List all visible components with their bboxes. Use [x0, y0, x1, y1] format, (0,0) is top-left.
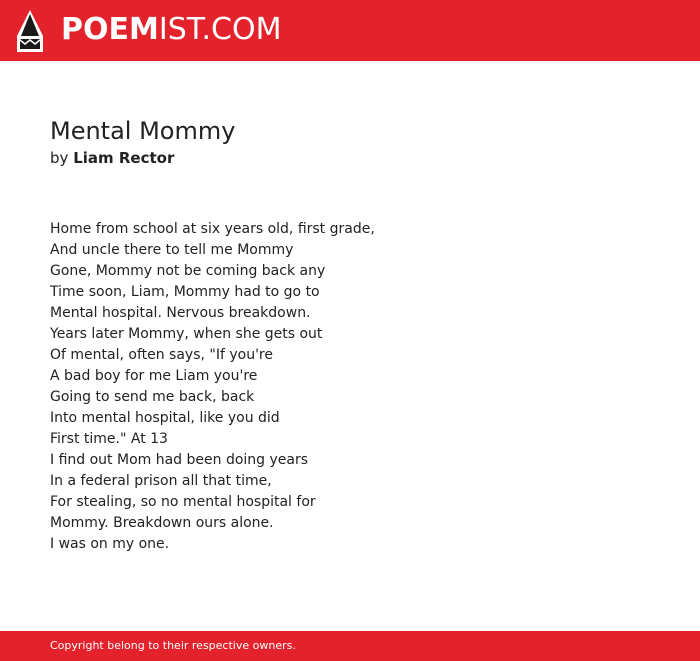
logo-light-text: IST.COM — [158, 12, 282, 47]
poem-line: First time." At 13 — [50, 431, 168, 447]
site-header — [0, 0, 700, 61]
poem-line: I was on my one. — [50, 536, 170, 552]
poem-body — [50, 219, 650, 555]
pencil-icon[interactable] — [17, 10, 43, 52]
poem-line: I find out Mom had been doing years — [50, 452, 309, 468]
poem-line: And uncle there to tell me Mommy — [50, 242, 294, 258]
poem-title: Mental Mommy — [50, 117, 236, 145]
copyright-text: Copyright belong to their respective owners. — [50, 639, 296, 652]
poem-line: Time soon, Liam, Mommy had to go to — [50, 284, 320, 300]
poem-line: Years later Mommy, when she gets out — [50, 326, 323, 342]
site-logo[interactable] — [61, 11, 281, 49]
poem-line: A bad boy for me Liam you're — [50, 368, 258, 384]
poem-line: Mental hospital. Nervous breakdown. — [50, 305, 311, 321]
poem-line: Gone, Mommy not be coming back any — [50, 263, 326, 279]
poem-line: Of mental, often says, "If you're — [50, 347, 273, 363]
poem-author: Liam Rector — [73, 149, 175, 167]
site-footer — [0, 631, 700, 661]
logo-bold-text: POEM — [61, 12, 159, 47]
poem-line: Into mental hospital, like you did — [50, 410, 280, 426]
by-label: by — [50, 149, 69, 167]
poem-line: Going to send me back, back — [50, 389, 255, 405]
poem-line: In a federal prison all that time, — [50, 473, 272, 489]
poem-line: Home from school at six years old, first grade, — [50, 221, 375, 237]
poem-line: Mommy. Breakdown ours alone. — [50, 515, 274, 531]
poem-line: For stealing, so no mental hospital for — [50, 494, 316, 510]
byline — [50, 148, 174, 168]
